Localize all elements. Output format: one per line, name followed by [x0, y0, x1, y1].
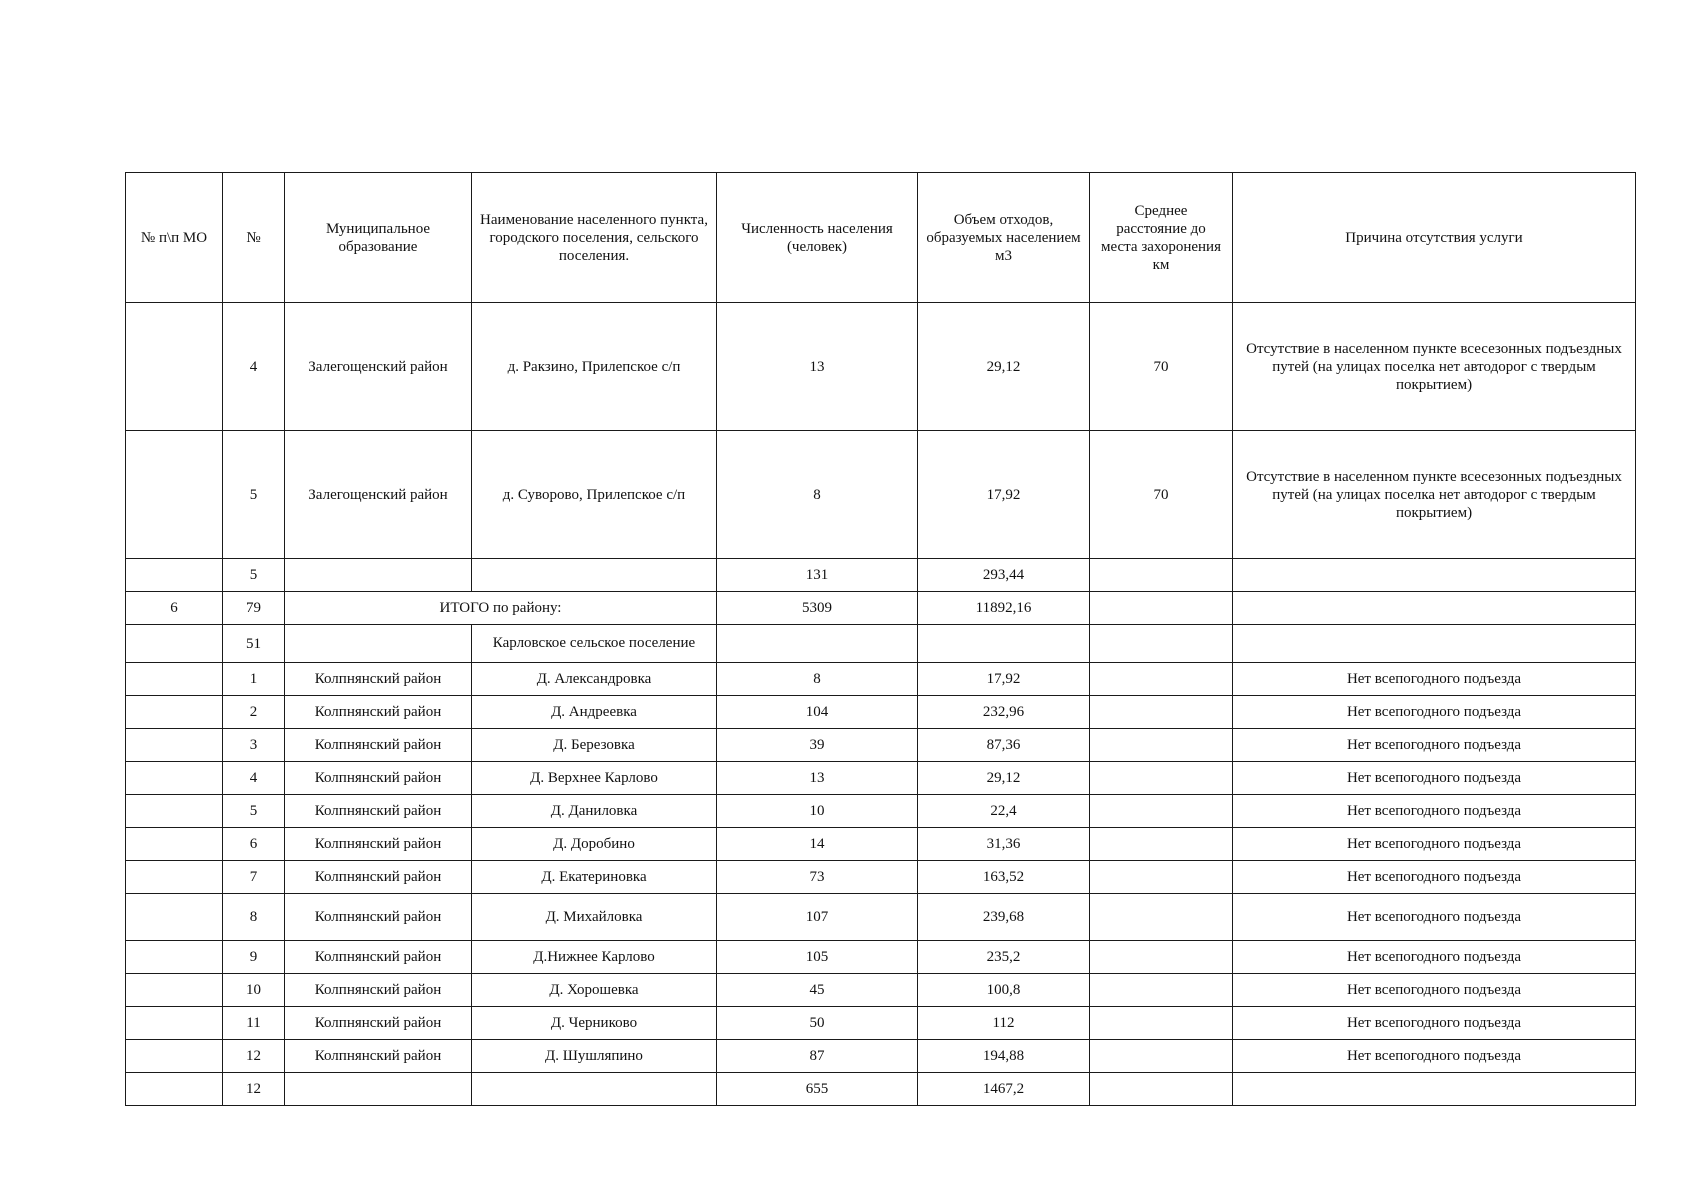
cell-volume: 239,68 — [918, 894, 1090, 941]
cell-num: 4 — [223, 762, 285, 795]
cell-mo-num — [126, 559, 223, 592]
cell-settlement: Д. Верхнее Карлово — [472, 762, 717, 795]
cell-num: 2 — [223, 696, 285, 729]
cell-population — [717, 625, 918, 663]
cell-settlement: Д. Екатериновка — [472, 861, 717, 894]
cell-num: 3 — [223, 729, 285, 762]
cell-population: 8 — [717, 663, 918, 696]
cell-settlement: Д. Михайловка — [472, 894, 717, 941]
cell-reason: Нет всепогодного подъезда — [1233, 663, 1636, 696]
cell-settlement: Д. Шушляпино — [472, 1040, 717, 1073]
cell-reason: Нет всепогодного подъезда — [1233, 1040, 1636, 1073]
cell-reason: Нет всепогодного подъезда — [1233, 762, 1636, 795]
cell-municipality: Залегощенский район — [285, 431, 472, 559]
cell-reason: Нет всепогодного подъезда — [1233, 974, 1636, 1007]
cell-settlement: Д. Доробино — [472, 828, 717, 861]
cell-population: 8 — [717, 431, 918, 559]
cell-municipality — [285, 625, 472, 663]
cell-settlement: Д. Хорошевка — [472, 974, 717, 1007]
cell-population: 104 — [717, 696, 918, 729]
cell-population: 39 — [717, 729, 918, 762]
cell-volume: 163,52 — [918, 861, 1090, 894]
subtotal-row — [126, 1073, 1636, 1106]
subtotal-population: 131 — [717, 559, 918, 592]
cell-num: 11 — [223, 1007, 285, 1040]
total-population: 5309 — [717, 592, 918, 625]
cell-reason: Отсутствие в населенном пункте всесезонных подъездных путей (на улицах поселка нет автодорог с твердым покрытием) — [1233, 431, 1636, 559]
header-row — [126, 173, 1636, 303]
table-row — [126, 762, 1636, 795]
group-row — [126, 625, 1636, 663]
cell-distance — [1090, 559, 1233, 592]
table-row — [126, 974, 1636, 1007]
cell-distance: 70 — [1090, 303, 1233, 431]
cell-distance — [1090, 625, 1233, 663]
table-row — [126, 1007, 1636, 1040]
cell-settlement: Д. Андреевка — [472, 696, 717, 729]
cell-volume: 235,2 — [918, 941, 1090, 974]
cell-num: 8 — [223, 894, 285, 941]
cell-reason: Нет всепогодного подъезда — [1233, 828, 1636, 861]
subtotal-volume: 1467,2 — [918, 1073, 1090, 1106]
cell-reason — [1233, 592, 1636, 625]
table-row — [126, 1040, 1636, 1073]
total-label: ИТОГО по району: — [285, 592, 717, 625]
cell-volume: 100,8 — [918, 974, 1090, 1007]
cell-municipality: Колпнянский район — [285, 1007, 472, 1040]
cell-volume: 112 — [918, 1007, 1090, 1040]
cell-volume: 22,4 — [918, 795, 1090, 828]
cell-municipality: Колпнянский район — [285, 696, 472, 729]
cell-municipality: Колпнянский район — [285, 828, 472, 861]
cell-municipality: Колпнянский район — [285, 861, 472, 894]
cell-num: 1 — [223, 663, 285, 696]
subtotal-num: 5 — [223, 559, 285, 592]
cell-settlement: Д. Даниловка — [472, 795, 717, 828]
total-mo-num: 6 — [126, 592, 223, 625]
header-distance: Среднее расстояние до места захоронения км — [1090, 173, 1233, 303]
cell-municipality — [285, 559, 472, 592]
cell-reason: Нет всепогодного подъезда — [1233, 696, 1636, 729]
table-row — [126, 431, 1636, 559]
cell-reason: Нет всепогодного подъезда — [1233, 795, 1636, 828]
cell-volume: 29,12 — [918, 303, 1090, 431]
cell-population: 10 — [717, 795, 918, 828]
cell-reason: Отсутствие в населенном пункте всесезонных подъездных путей (на улицах поселка нет автодорог с твердым покрытием) — [1233, 303, 1636, 431]
cell-municipality: Колпнянский район — [285, 1040, 472, 1073]
cell-volume: 87,36 — [918, 729, 1090, 762]
table-row — [126, 941, 1636, 974]
waste-table — [125, 172, 1636, 1106]
cell-population: 50 — [717, 1007, 918, 1040]
cell-num: 5 — [223, 431, 285, 559]
cell-num: 10 — [223, 974, 285, 1007]
header-population: Численность населения (человек) — [717, 173, 918, 303]
table-row — [126, 663, 1636, 696]
subtotal-row — [126, 559, 1636, 592]
table-row — [126, 303, 1636, 431]
cell-municipality: Колпнянский район — [285, 974, 472, 1007]
cell-volume: 194,88 — [918, 1040, 1090, 1073]
table-row — [126, 828, 1636, 861]
cell-population: 45 — [717, 974, 918, 1007]
table-row — [126, 795, 1636, 828]
cell-municipality: Колпнянский район — [285, 663, 472, 696]
cell-population: 13 — [717, 762, 918, 795]
table-row — [126, 894, 1636, 941]
table-row — [126, 861, 1636, 894]
cell-mo-num — [126, 625, 223, 663]
total-num: 79 — [223, 592, 285, 625]
cell-volume: 232,96 — [918, 696, 1090, 729]
cell-volume: 29,12 — [918, 762, 1090, 795]
cell-volume — [918, 625, 1090, 663]
group-label: Карловское сельское поселение — [472, 625, 717, 663]
cell-municipality: Колпнянский район — [285, 941, 472, 974]
header-mo-num: № п\п МО — [126, 173, 223, 303]
table-row — [126, 729, 1636, 762]
cell-population: 105 — [717, 941, 918, 974]
cell-volume: 17,92 — [918, 663, 1090, 696]
cell-settlement: Д. Черниково — [472, 1007, 717, 1040]
header-reason: Причина отсутствия услуги — [1233, 173, 1636, 303]
cell-municipality: Колпнянский район — [285, 762, 472, 795]
cell-volume: 17,92 — [918, 431, 1090, 559]
cell-reason — [1233, 559, 1636, 592]
table-row — [126, 696, 1636, 729]
cell-distance — [1090, 592, 1233, 625]
cell-num: 6 — [223, 828, 285, 861]
cell-distance: 70 — [1090, 431, 1233, 559]
cell-population: 73 — [717, 861, 918, 894]
cell-population: 107 — [717, 894, 918, 941]
header-volume: Объем отходов, образуемых населением м3 — [918, 173, 1090, 303]
cell-num: 7 — [223, 861, 285, 894]
cell-num: 4 — [223, 303, 285, 431]
cell-reason: Нет всепогодного подъезда — [1233, 894, 1636, 941]
cell-settlement: Д. Березовка — [472, 729, 717, 762]
cell-num: 9 — [223, 941, 285, 974]
cell-settlement — [472, 559, 717, 592]
subtotal-volume: 293,44 — [918, 559, 1090, 592]
cell-settlement: д. Суворово, Прилепское с/п — [472, 431, 717, 559]
cell-reason: Нет всепогодного подъезда — [1233, 941, 1636, 974]
cell-num: 12 — [223, 1040, 285, 1073]
header-settlement: Наименование населенного пункта, городского поселения, сельского поселения. — [472, 173, 717, 303]
cell-population: 87 — [717, 1040, 918, 1073]
cell-reason: Нет всепогодного подъезда — [1233, 1007, 1636, 1040]
cell-municipality: Колпнянский район — [285, 729, 472, 762]
cell-reason: Нет всепогодного подъезда — [1233, 729, 1636, 762]
cell-settlement: д. Ракзино, Прилепское с/п — [472, 303, 717, 431]
header-num: № — [223, 173, 285, 303]
subtotal-population: 655 — [717, 1073, 918, 1106]
cell-settlement: Д. Александровка — [472, 663, 717, 696]
total-volume: 11892,16 — [918, 592, 1090, 625]
group-num: 51 — [223, 625, 285, 663]
cell-mo-num — [126, 303, 223, 431]
cell-municipality: Колпнянский район — [285, 894, 472, 941]
subtotal-num: 12 — [223, 1073, 285, 1106]
district-total-row — [126, 592, 1636, 625]
cell-settlement: Д.Нижнее Карлово — [472, 941, 717, 974]
cell-municipality: Колпнянский район — [285, 795, 472, 828]
cell-municipality: Залегощенский район — [285, 303, 472, 431]
cell-volume: 31,36 — [918, 828, 1090, 861]
cell-num: 5 — [223, 795, 285, 828]
cell-population: 14 — [717, 828, 918, 861]
cell-mo-num — [126, 431, 223, 559]
cell-reason — [1233, 625, 1636, 663]
cell-population: 13 — [717, 303, 918, 431]
cell-reason: Нет всепогодного подъезда — [1233, 861, 1636, 894]
header-municipality: Муниципальное образование — [285, 173, 472, 303]
